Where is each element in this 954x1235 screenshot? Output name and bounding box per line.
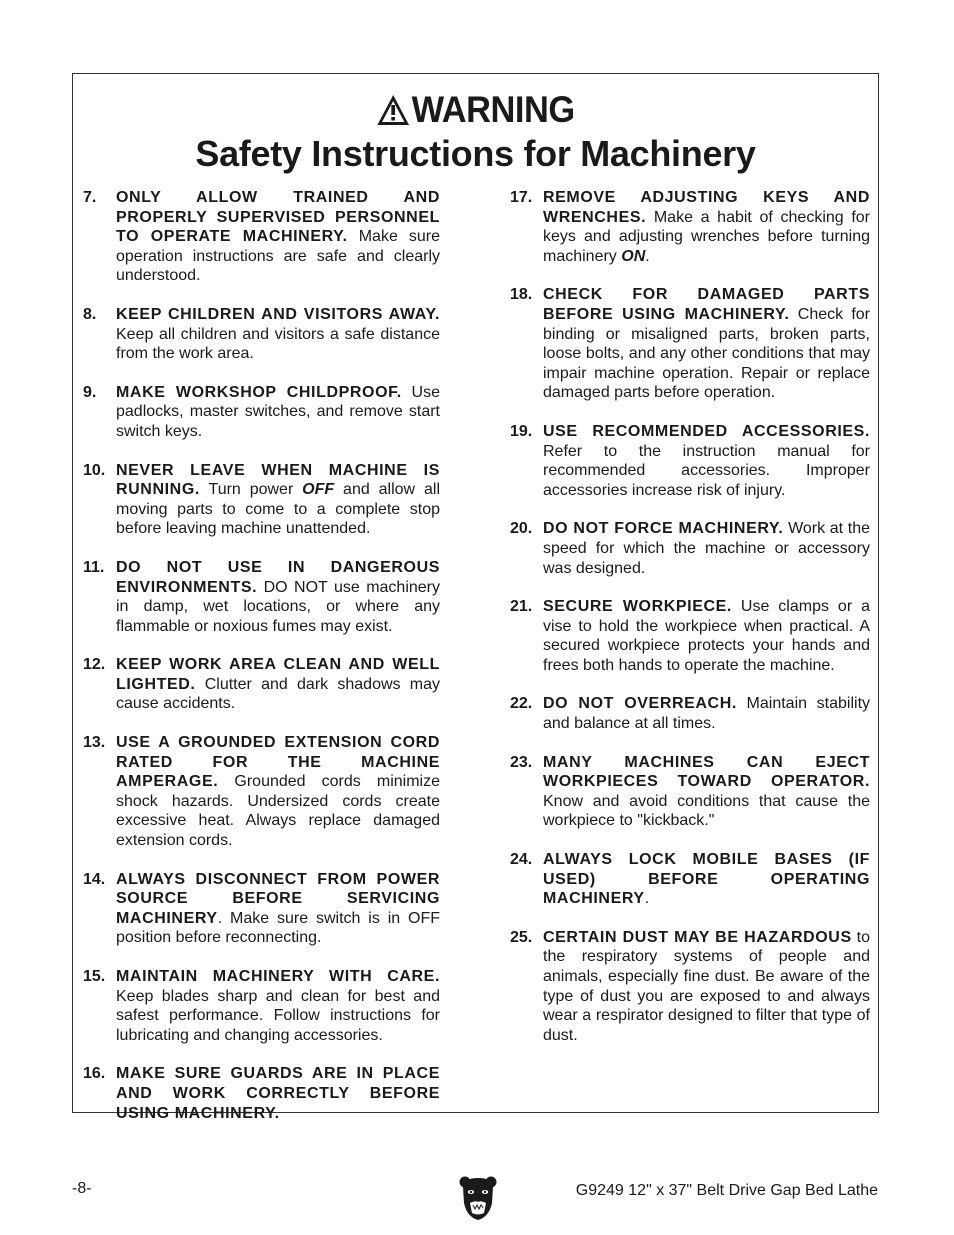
item-number: 22. <box>510 695 533 713</box>
list-item <box>83 383 440 442</box>
page-title: Safety Instructions for Machinery <box>195 133 756 174</box>
item-body: Clutter and dark shadows may cause accidents. <box>116 675 440 713</box>
item-body: Work at the speed for which the machine or accessory was designed. <box>543 520 870 577</box>
item-body: Keep blades sharp and clean for best and safest performance. Follow instructions for lubricating and changing accessories. <box>116 987 440 1044</box>
right-column <box>510 188 870 1045</box>
item-heading: DO NOT FORCE MACHINERY. <box>543 520 784 538</box>
item-body: Make a habit of checking for keys and adjusting wrenches before turning machinery <box>543 208 870 265</box>
list-item <box>83 733 440 851</box>
item-heading: MAKE SURE GUARDS ARE IN PLACE AND WORK CORRECTLY BEFORE USING MACHINERY. <box>116 1065 440 1122</box>
warning-heading <box>101 90 850 130</box>
item-number: 7. <box>83 189 97 206</box>
warning-label: WARNING <box>411 89 575 130</box>
list-item <box>510 694 870 733</box>
list-item <box>510 519 870 578</box>
list-item <box>83 1064 440 1123</box>
list-item <box>510 188 870 266</box>
list-item <box>510 285 870 403</box>
list-item <box>83 188 440 286</box>
warning-box <box>72 73 879 1122</box>
item-heading: MANY MACHINES CAN EJECT WORKPIECES TOWARD OPERATOR. <box>543 753 870 791</box>
item-body: Use clamps or a vise to hold the workpiece when practical. A secured workpiece protects your hands and frees both hands to operate the machine. <box>543 598 870 674</box>
item-number: 12. <box>83 656 106 674</box>
grizzly-bear-logo-icon <box>459 1175 497 1221</box>
item-heading: REMOVE ADJUSTING KEYS AND WRENCHES. <box>543 189 870 226</box>
document-title: G9249 12" x 37" Belt Drive Gap Bed Lathe <box>575 1182 878 1199</box>
item-heading: ALWAYS LOCK MOBILE BASES (IF USED) BEFORE OPERATING MACHINERY <box>543 851 870 908</box>
list-item <box>83 305 440 364</box>
item-number: 20. <box>510 520 533 538</box>
item-heading: CHECK FOR DAMAGED PARTS BEFORE USING MACHINERY. <box>543 286 870 323</box>
item-body: Use padlocks, master switches, and remove start switch keys. <box>116 383 440 440</box>
item-heading: MAKE WORKSHOP CHILDPROOF. <box>116 383 402 401</box>
item-body: Keep all children and visitors a safe distance from the work area. <box>116 325 440 363</box>
item-heading: MAINTAIN MACHINERY WITH CARE. <box>116 968 440 985</box>
item-body: Maintain stability and balance at all times. <box>543 695 871 733</box>
item-number: 21. <box>510 598 533 616</box>
item-body: Make sure operation instructions are safe and clearly understood. <box>116 228 440 285</box>
item-number: 24. <box>510 851 533 869</box>
item-emphasis: OFF <box>302 481 335 499</box>
list-item <box>83 967 440 1045</box>
list-item <box>83 558 440 636</box>
list-item <box>510 597 870 675</box>
list-item <box>83 870 440 948</box>
item-number: 9. <box>83 383 97 401</box>
list-item <box>510 753 870 831</box>
item-number: 23. <box>510 753 533 771</box>
item-heading: DO NOT USE IN DANGEROUS ENVIRONMENTS. <box>116 558 440 596</box>
item-body: . <box>644 890 650 908</box>
item-number: 19. <box>510 422 533 440</box>
list-item <box>83 461 440 539</box>
item-body: Grounded cords minimize shock hazards. Undersized cords create excessive heat. Always replace damaged extension cords. <box>116 773 440 850</box>
item-number: 16. <box>83 1065 106 1083</box>
list-item <box>510 850 870 909</box>
item-heading: USE RECOMMENDED ACCESSORIES. <box>543 422 870 440</box>
item-number: 13. <box>83 734 106 752</box>
item-number: 17. <box>510 189 533 206</box>
left-column <box>83 188 440 1123</box>
item-body: and allow all moving parts to come to a complete stop before leaving machine unattended. <box>116 481 440 538</box>
item-heading: KEEP CHILDREN AND VISITORS AWAY. <box>116 305 440 323</box>
item-body: . <box>645 247 650 265</box>
item-heading: SECURE WORKPIECE. <box>543 598 732 616</box>
list-item <box>83 655 440 714</box>
item-emphasis: ON <box>621 247 646 265</box>
item-body: to the respiratory systems of people and animals, especially fine dust. Be aware of the type of dust you are exposed to and always wear a respirator designed to filter that type of dust. <box>543 928 870 1044</box>
item-heading: USE A GROUNDED EXTENSION CORD RATED FOR THE MACHINE AMPERAGE. <box>116 734 440 791</box>
item-number: 25. <box>510 928 533 946</box>
item-number: 18. <box>510 286 533 304</box>
item-heading: NEVER LEAVE WHEN MACHINE IS RUNNING. <box>116 461 440 499</box>
item-body: Know and avoid conditions that cause the workpiece to "kickback." <box>543 792 870 830</box>
item-heading: DO NOT OVERREACH. <box>543 695 737 713</box>
item-number: 10. <box>83 461 106 479</box>
item-heading: CERTAIN DUST MAY BE HAZARDOUS <box>543 928 852 946</box>
item-heading: KEEP WORK AREA CLEAN AND WELL LIGHTED. <box>116 656 440 693</box>
page-number: -8- <box>72 1180 92 1197</box>
item-number: 14. <box>83 870 106 888</box>
warning-triangle-icon <box>376 94 409 126</box>
item-body: Refer to the instruction manual for recommended accessories. Improper accessories increase risk of injury. <box>543 442 870 499</box>
item-number: 15. <box>83 968 106 985</box>
list-item <box>510 422 870 500</box>
item-heading: ONLY ALLOW TRAINED AND PROPERLY SUPERVISED PERSONNEL TO OPERATE MACHINERY. <box>116 189 440 246</box>
item-body: . Make sure switch is in OFF position before reconnecting. <box>116 909 440 947</box>
item-number: 8. <box>83 305 97 323</box>
item-body: Turn power <box>199 481 303 499</box>
item-number: 11. <box>83 558 105 576</box>
list-item <box>510 928 870 1046</box>
item-body: Check for binding or misaligned parts, broken parts, loose bolts, and any other conditions that may impair machine operation. Repair or replace damaged parts before operation. <box>543 305 870 402</box>
item-body: DO NOT use machinery in damp, wet locations, or where any flammable or noxious fumes may exist. <box>116 578 440 635</box>
item-heading: ALWAYS DISCONNECT FROM POWER SOURCE BEFORE SERVICING MACHINERY <box>116 870 440 927</box>
